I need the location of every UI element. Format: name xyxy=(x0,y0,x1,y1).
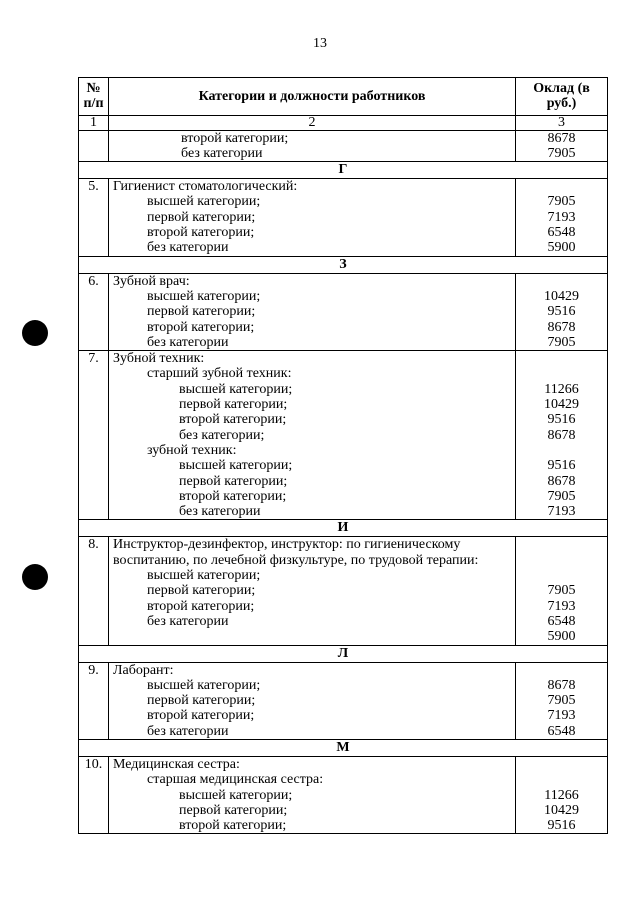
position-cell xyxy=(109,537,516,645)
category-label: без категории xyxy=(147,723,229,739)
position-cell xyxy=(109,273,516,350)
table-row xyxy=(79,351,608,520)
category-label: первой категории; xyxy=(147,693,256,709)
section-letter: М xyxy=(79,739,608,756)
header-title: Категории и должности работников xyxy=(109,78,516,116)
table-row xyxy=(79,537,608,645)
salary-value: 10429 xyxy=(544,288,579,304)
category-label: первой категории; xyxy=(179,473,288,489)
salary-cell xyxy=(516,351,608,520)
salary-cell xyxy=(516,130,608,162)
salary-value: 5900 xyxy=(547,240,576,256)
salary-value: 7193 xyxy=(547,598,576,614)
category-label: второй категории; xyxy=(179,412,287,428)
row-number: 8. xyxy=(79,537,109,645)
section-letter-row xyxy=(79,162,608,179)
salary-cell xyxy=(516,179,608,256)
table-row xyxy=(79,130,608,162)
salary-value: 8678 xyxy=(547,473,576,489)
section-letter-row xyxy=(79,520,608,537)
category-label: второй категории; xyxy=(147,708,255,724)
salary-value: 8678 xyxy=(547,427,576,443)
category-label: без категории; xyxy=(179,427,265,443)
salary-value: 8678 xyxy=(547,319,576,335)
category-label: второй категории; xyxy=(179,488,287,504)
salary-table xyxy=(78,77,608,834)
position-title: Гигиенист стоматологический: xyxy=(113,179,298,195)
salary-value: 7905 xyxy=(547,145,576,161)
header-salary: Оклад (в руб.) xyxy=(516,78,608,116)
category-label: высшей категории; xyxy=(179,458,293,474)
row-number: 10. xyxy=(79,756,109,833)
salary-value: 7905 xyxy=(547,194,576,210)
salary-value: 11266 xyxy=(544,787,579,803)
category-label: высшей категории; xyxy=(147,288,261,304)
row-number: 6. xyxy=(79,273,109,350)
page-number: 13 xyxy=(313,36,327,51)
punch-hole xyxy=(22,564,48,590)
table-row xyxy=(79,662,608,739)
salary-value: 6548 xyxy=(547,225,576,241)
row-number: 5. xyxy=(79,179,109,256)
table-header-row xyxy=(79,78,608,116)
category-label: высшей категории; xyxy=(147,677,261,693)
category-label: первой категории; xyxy=(179,397,288,413)
category-label: без категории xyxy=(147,613,229,629)
salary-value xyxy=(520,274,603,289)
column-numbering-row xyxy=(79,115,608,130)
salary-value: 7905 xyxy=(547,334,576,350)
category-label: второй категории; xyxy=(179,818,287,834)
salary-value xyxy=(520,772,603,787)
table-row xyxy=(79,273,608,350)
category-label: высшей категории; xyxy=(147,194,261,210)
salary-value: 8678 xyxy=(547,677,576,693)
category-label: без категории xyxy=(147,334,229,350)
salary-value: 7905 xyxy=(547,693,576,709)
column-number: 3 xyxy=(516,115,608,130)
section-letter-row xyxy=(79,739,608,756)
position-title: Медицинская сестра: xyxy=(113,756,240,772)
salary-value: 11266 xyxy=(544,381,579,397)
section-letter-row xyxy=(79,645,608,662)
position-cell xyxy=(109,179,516,256)
position-cell xyxy=(109,662,516,739)
section-letter: Г xyxy=(79,162,608,179)
row-number: 9. xyxy=(79,662,109,739)
category-label: первой категории; xyxy=(147,583,256,599)
salary-value: 10429 xyxy=(544,397,579,413)
salary-value xyxy=(520,663,603,678)
salary-value: 8678 xyxy=(547,130,576,146)
row-number: 7. xyxy=(79,351,109,520)
table-body xyxy=(79,130,608,834)
category-label: без категории xyxy=(181,145,263,161)
column-number: 1 xyxy=(79,115,109,130)
category-label: высшей категории; xyxy=(179,381,293,397)
salary-cell xyxy=(516,273,608,350)
table-row xyxy=(79,756,608,833)
category-label: высшей категории; xyxy=(147,568,261,584)
section-letter: Л xyxy=(79,645,608,662)
salary-value xyxy=(520,366,603,381)
salary-value: 9516 xyxy=(547,818,576,834)
category-label: первой категории; xyxy=(179,802,288,818)
salary-value xyxy=(520,179,603,194)
category-label: второй категории; xyxy=(181,130,289,146)
header-num: № п/п xyxy=(79,78,109,116)
category-label: высшей категории; xyxy=(179,787,293,803)
salary-value: 6548 xyxy=(547,613,576,629)
salary-cell xyxy=(516,756,608,833)
section-letter-row xyxy=(79,256,608,273)
category-label: первой категории; xyxy=(147,209,256,225)
punch-hole xyxy=(22,320,48,346)
category-label: первой категории; xyxy=(147,304,256,320)
salary-value xyxy=(520,443,603,458)
category-label: второй категории; xyxy=(147,225,255,241)
salary-value xyxy=(520,537,603,583)
position-cell xyxy=(109,351,516,520)
section-letter: И xyxy=(79,520,608,537)
salary-value: 9516 xyxy=(547,304,576,320)
section-letter: З xyxy=(79,256,608,273)
salary-value: 7905 xyxy=(547,583,576,599)
position-cell xyxy=(109,130,516,162)
table-row xyxy=(79,179,608,256)
row-number xyxy=(79,130,109,162)
category-label: без категории xyxy=(147,240,229,256)
salary-value: 6548 xyxy=(547,723,576,739)
position-title: Инструктор-дезинфектор, инструктор: по гигиеническому воспитанию, по лечебной физкультуре, по трудовой терапии: xyxy=(113,537,479,568)
salary-value: 7193 xyxy=(547,209,576,225)
position-title: Зубной техник: xyxy=(113,351,205,367)
category-label: зубной техник: xyxy=(147,442,237,458)
salary-value: 7193 xyxy=(547,708,576,724)
category-label: второй категории; xyxy=(147,319,255,335)
category-label: второй категории; xyxy=(147,598,255,614)
category-label: без категории xyxy=(179,504,261,520)
salary-value xyxy=(520,351,603,366)
salary-value: 5900 xyxy=(547,629,576,645)
position-title: Лаборант: xyxy=(113,662,174,678)
salary-value: 7905 xyxy=(547,488,576,504)
salary-cell xyxy=(516,662,608,739)
category-label: старший зубной техник: xyxy=(147,366,292,382)
salary-cell xyxy=(516,537,608,645)
salary-value: 9516 xyxy=(547,412,576,428)
position-cell xyxy=(109,756,516,833)
category-label: старшая медицинская сестра: xyxy=(147,772,324,788)
column-number: 2 xyxy=(109,115,516,130)
salary-value: 9516 xyxy=(547,458,576,474)
salary-value: 10429 xyxy=(544,802,579,818)
salary-value xyxy=(520,757,603,772)
salary-value: 7193 xyxy=(547,504,576,520)
position-title: Зубной врач: xyxy=(113,273,190,289)
